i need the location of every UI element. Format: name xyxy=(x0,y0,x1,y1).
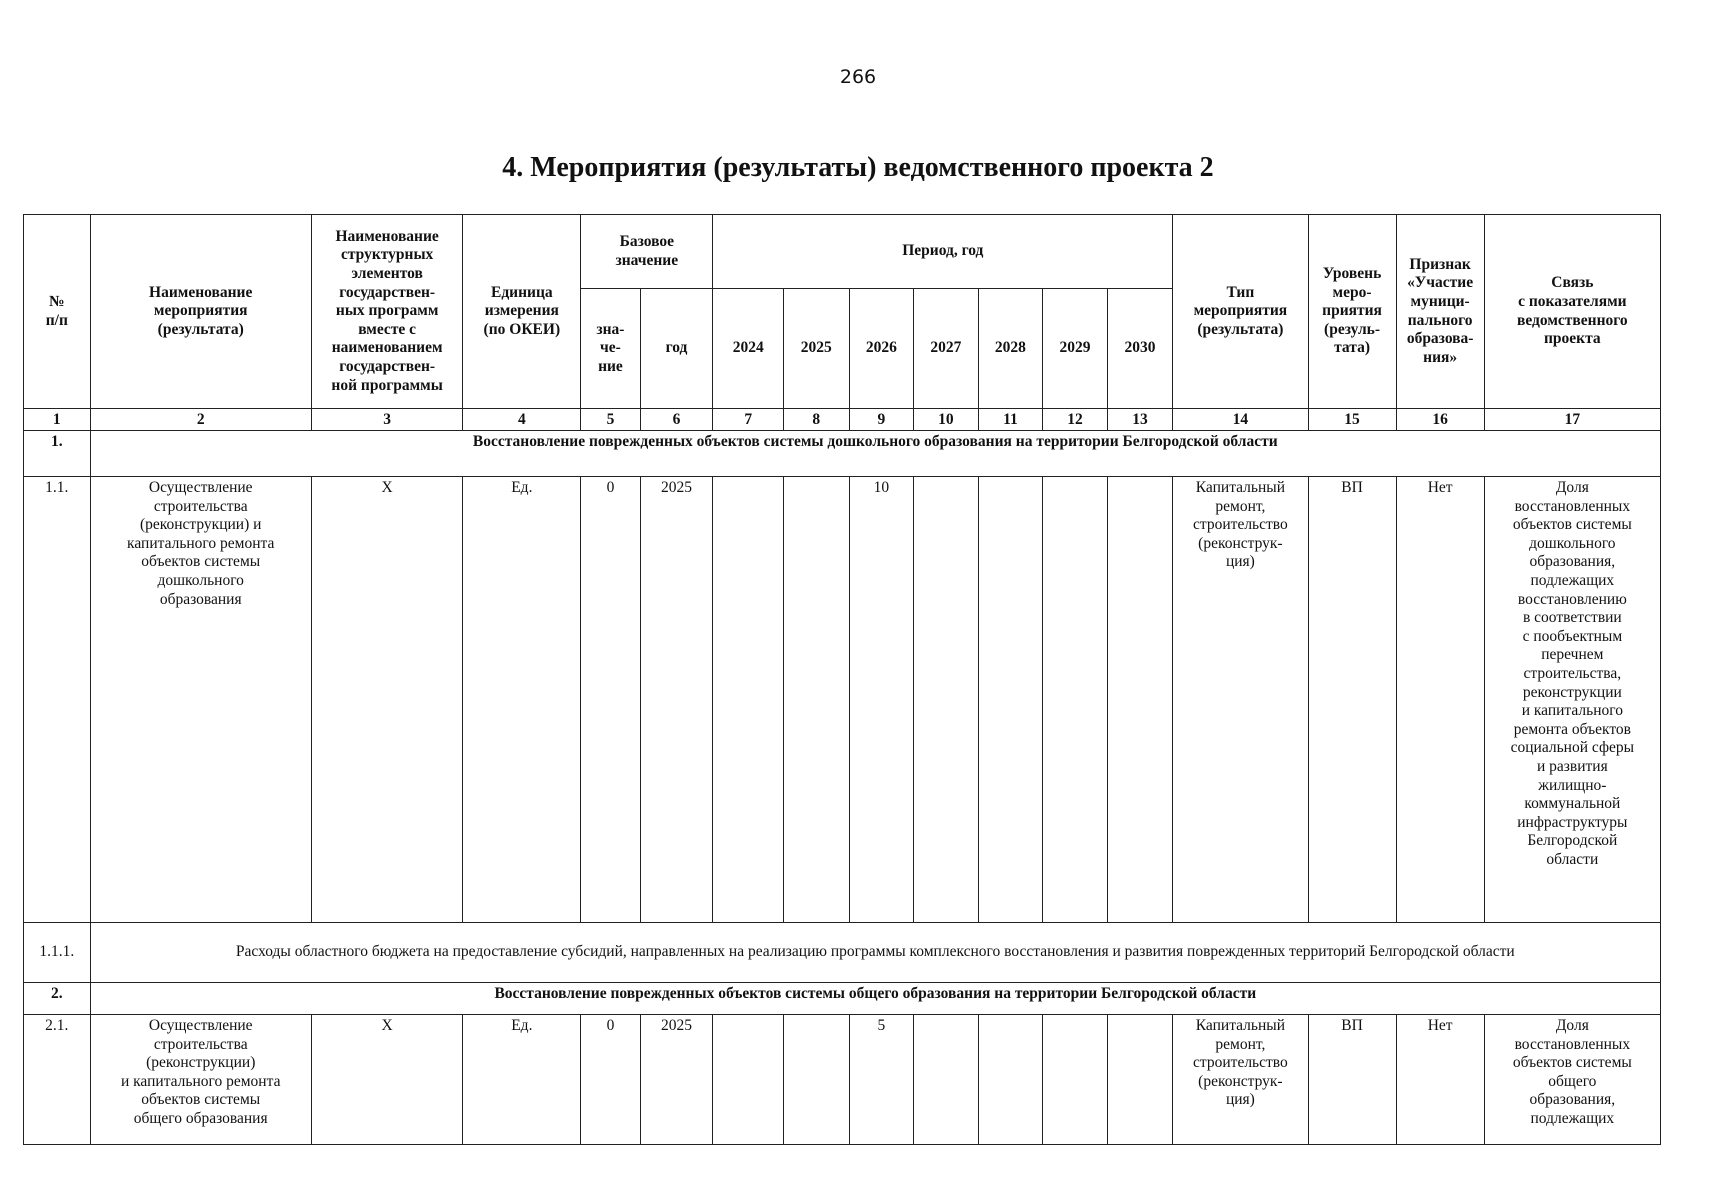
column-number: 11 xyxy=(978,409,1043,431)
row-number: 1.1. xyxy=(24,477,91,923)
header-level: Уровень меро- приятия (резуль- тата) xyxy=(1308,215,1396,409)
header-num: № п/п xyxy=(24,215,91,409)
header-year-2030: 2030 xyxy=(1107,289,1173,409)
value-2025 xyxy=(784,1015,850,1145)
row-number: 2.1. xyxy=(24,1015,91,1145)
struct-elements: Х xyxy=(311,477,463,923)
section-row xyxy=(24,983,1661,1015)
column-number: 2 xyxy=(90,409,311,431)
table-row xyxy=(24,1015,1661,1145)
page-number: 266 xyxy=(839,66,877,88)
header-year-2027: 2027 xyxy=(914,289,979,409)
base-value: 0 xyxy=(581,1015,640,1145)
column-number: 6 xyxy=(640,409,713,431)
section-row xyxy=(24,431,1661,477)
column-number: 10 xyxy=(914,409,979,431)
header-base: Базовое значение xyxy=(581,215,713,289)
value-2027 xyxy=(914,477,979,923)
header-year-2029: 2029 xyxy=(1043,289,1108,409)
column-number: 1 xyxy=(24,409,91,431)
header-year-2028: 2028 xyxy=(978,289,1043,409)
value-2026: 5 xyxy=(849,1015,914,1145)
unit: Ед. xyxy=(463,1015,581,1145)
unit: Ед. xyxy=(463,477,581,923)
value-2026: 10 xyxy=(849,477,914,923)
column-number: 8 xyxy=(784,409,850,431)
event-type: Капитальный ремонт, строительство (реконструк- ция) xyxy=(1173,477,1308,923)
row-number: 1. xyxy=(24,431,91,477)
header-base-year: год xyxy=(640,289,713,409)
header-struct: Наименование структурных элементов государствен- ных программ вместе с наименованием государствен- ной программы xyxy=(311,215,463,409)
column-numbers-row xyxy=(24,409,1661,431)
column-number: 15 xyxy=(1308,409,1396,431)
value-2028 xyxy=(978,477,1043,923)
column-number: 3 xyxy=(311,409,463,431)
header-municipal: Признак «Участие муници- пального образова- ния» xyxy=(1396,215,1484,409)
table-row xyxy=(24,477,1661,923)
header-year-2025: 2025 xyxy=(784,289,850,409)
value-2024 xyxy=(713,477,784,923)
section-title: Восстановление поврежденных объектов системы общего образования на территории Белгородской области xyxy=(90,983,1660,1015)
header-link: Связь с показателями ведомственного проекта xyxy=(1484,215,1660,409)
municipal-flag: Нет xyxy=(1396,1015,1484,1145)
event-level: ВП xyxy=(1308,477,1396,923)
column-number: 14 xyxy=(1173,409,1308,431)
column-number: 9 xyxy=(849,409,914,431)
value-2030 xyxy=(1107,477,1173,923)
event-level: ВП xyxy=(1308,1015,1396,1145)
value-2027 xyxy=(914,1015,979,1145)
column-number: 13 xyxy=(1107,409,1173,431)
value-2028 xyxy=(978,1015,1043,1145)
column-number: 4 xyxy=(463,409,581,431)
subsection-row xyxy=(24,923,1661,983)
header-year-2026: 2026 xyxy=(849,289,914,409)
event-type: Капитальный ремонт, строительство (реконструк- ция) xyxy=(1173,1015,1308,1145)
header-unit: Единица измерения (по ОКЕИ) xyxy=(463,215,581,409)
value-2030 xyxy=(1107,1015,1173,1145)
event-name: Осуществление строительства (реконструкции) и капитального ремонта объектов системы дошкольного образования xyxy=(90,477,311,923)
struct-elements: Х xyxy=(311,1015,463,1145)
value-2024 xyxy=(713,1015,784,1145)
table-header xyxy=(24,215,1661,409)
value-2029 xyxy=(1043,477,1108,923)
municipal-flag: Нет xyxy=(1396,477,1484,923)
base-value: 0 xyxy=(581,477,640,923)
base-year: 2025 xyxy=(640,477,713,923)
header-type: Тип мероприятия (результата) xyxy=(1173,215,1308,409)
value-2029 xyxy=(1043,1015,1108,1145)
column-number: 17 xyxy=(1484,409,1660,431)
indicator-link: Доля восстановленных объектов системы дошкольного образования, подлежащих восстановлению в соответствии с пообъектным перечнем строительства, реконструкции и капитального ремонта объектов социальной сферы и развития жилищно- коммунальной инфраструктуры Белгородской области xyxy=(1484,477,1660,923)
row-number: 1.1.1. xyxy=(24,923,91,983)
column-number: 12 xyxy=(1043,409,1108,431)
subsection-title: Расходы областного бюджета на предоставление субсидий, направленных на реализацию программы комплексного восстановления и развития поврежденных территорий Белгородской области xyxy=(90,923,1660,983)
event-name: Осуществление строительства (реконструкции) и капитального ремонта объектов системы общего образования xyxy=(90,1015,311,1145)
document-title: 4. Мероприятия (результаты) ведомственного проекта 2 xyxy=(502,152,1214,183)
header-base-value: зна- че- ние xyxy=(581,289,640,409)
section-title: Восстановление поврежденных объектов системы дошкольного образования на территории Белгородской области xyxy=(90,431,1660,477)
header-year-2024: 2024 xyxy=(713,289,784,409)
row-number: 2. xyxy=(24,983,91,1015)
column-number: 5 xyxy=(581,409,640,431)
header-period: Период, год xyxy=(713,215,1173,289)
column-number: 16 xyxy=(1396,409,1484,431)
header-name: Наименование мероприятия (результата) xyxy=(90,215,311,409)
value-2025 xyxy=(784,477,850,923)
column-number: 7 xyxy=(713,409,784,431)
indicator-link: Доля восстановленных объектов системы общего образования, подлежащих xyxy=(1484,1015,1660,1145)
base-year: 2025 xyxy=(640,1015,713,1145)
events-table xyxy=(23,214,1661,1145)
